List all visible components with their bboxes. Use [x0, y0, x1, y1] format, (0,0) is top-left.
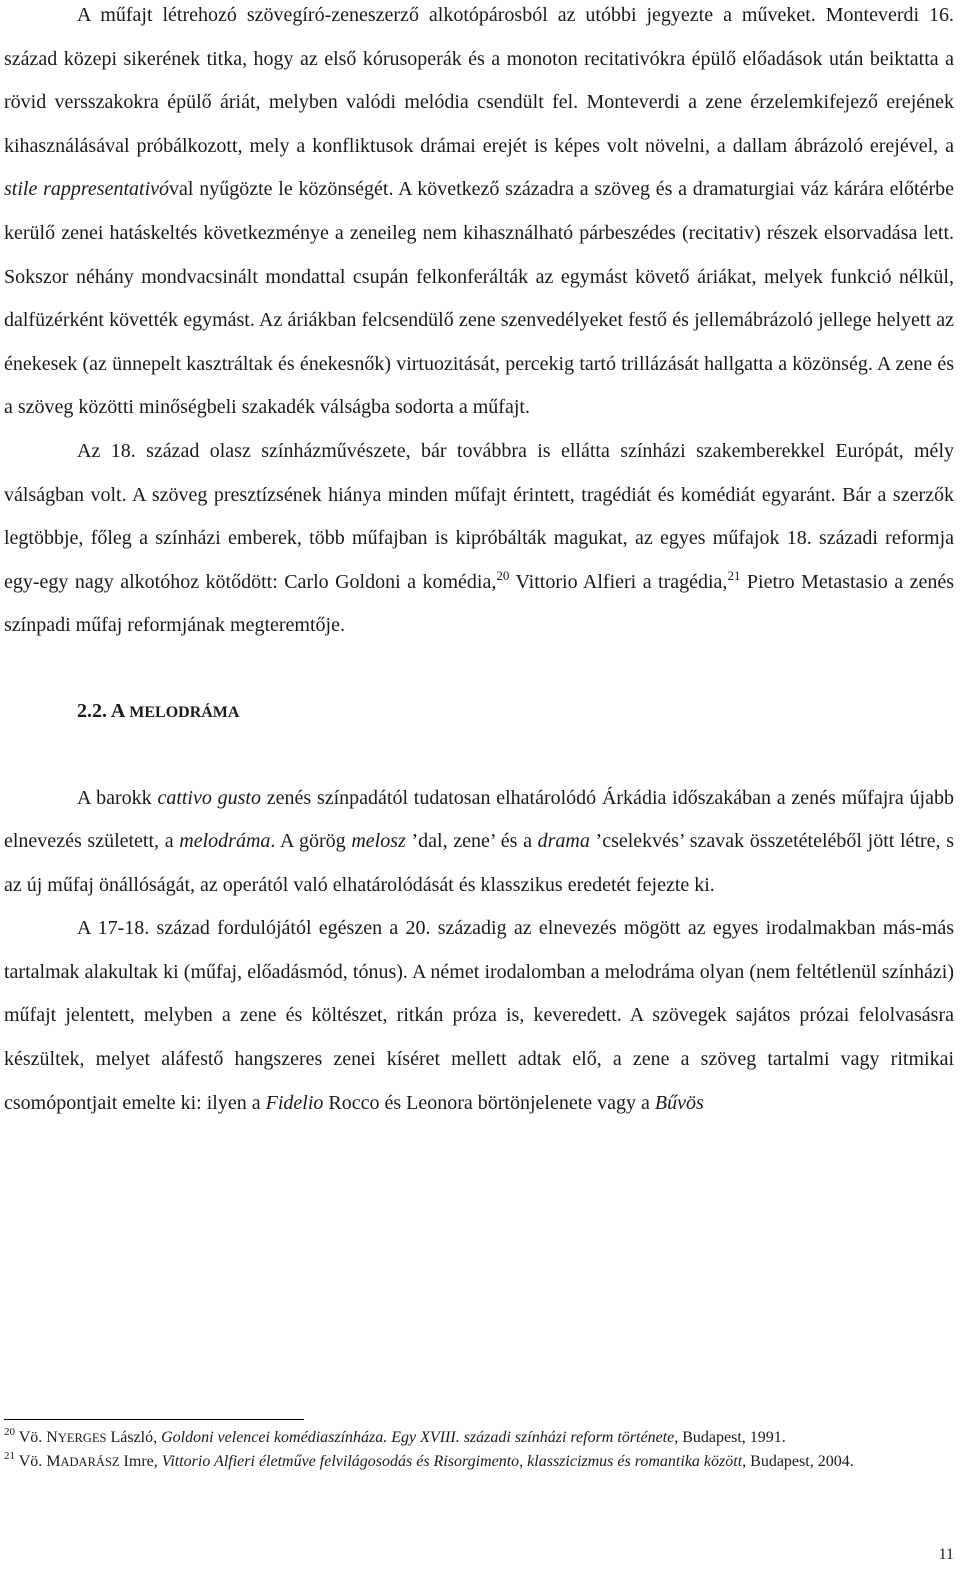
publication-info: , Budapest, 2004.: [742, 1453, 854, 1470]
paragraph-text: Rocco és Leonora börtönjelenete vagy a: [323, 1091, 655, 1114]
paragraph-text: ’cselekvés’ szavak összetételéből jött létre, s az új műfaj önállóságát, az operától való elhatárolódását és klasszikus eredetét fejezte ki.: [4, 830, 954, 896]
book-title: Vittorio Alfieri életműve felvilágosodás és Risorgimento, klasszicizmus és romantika között: [161, 1453, 743, 1470]
italic-term: melosz: [351, 830, 406, 853]
paragraph-text: ’dal, zene’ és a: [405, 830, 538, 853]
footnote-21: [4, 1450, 954, 1474]
author-surname: ADARÁSZ: [60, 1455, 120, 1469]
paragraph-text: A műfajt létrehozó szövegíró-zeneszerző alkotópárosból az utóbbi jegyezte a műveket. Monteverdi 16. század közepi sikerének titka, hogy az első kórusoperák és a monoton recitativókra épülő előadások után beiktatta a rövid versszakokra épülő áriát, melyben valódi melódia csendült fel. Monteverdi a zene érzelemkifejező erejének kihasználásával próbálkozott, mely a konfliktusok drámai erejét is képes volt növelni, a dallam ábrázoló erejével, a: [4, 4, 954, 157]
italic-term: melodráma: [179, 830, 271, 853]
italic-term: Fidelio: [265, 1091, 324, 1114]
footnote-20: [4, 1426, 954, 1450]
footnote-divider: [4, 1419, 304, 1420]
section-title-cap: A: [110, 699, 125, 722]
footnote-text: Vö.: [15, 1453, 47, 1470]
italic-term: drama: [537, 830, 590, 853]
italic-term: cattivo gusto: [157, 786, 261, 809]
paragraph-text: Pietro Metastasio a zenés színpadi műfaj reformjának megteremtője.: [4, 570, 954, 637]
italic-term: Bűvös: [654, 1091, 704, 1114]
section-title: MELODRÁMA: [129, 703, 240, 721]
book-title: Goldoni velencei komédiaszínháza. Egy XVIII. századi színházi reform története: [161, 1429, 675, 1446]
paragraph-text: A 17-18. század fordulójától egészen a 20. századig az elnevezés mögött az egyes irodalmakban más-más tartalmak alakultak ki (műfaj, előadásmód, tónus). A német irodalomban a melodráma olyan (nem feltétlenül színházi) műfajt jelentett, melyben a zene és költészet, ritkán próza is, keveredett. A szövegek sajátos prózai felolvasásra készültek, melyet aláfestő hangszeres zenei kíséret mellett adtak elő, a zene a szöveg tartalmi vagy ritmikai csomópontjait emelte ki: ilyen a: [4, 917, 954, 1114]
page-number: 11: [938, 1546, 954, 1563]
footnotes: [4, 1426, 954, 1474]
author-initial: M: [46, 1453, 61, 1470]
section-heading: [4, 690, 954, 735]
body-text: [4, 0, 954, 1125]
paragraph-melodrama-origin: [4, 777, 954, 908]
paragraph-18th-century: [4, 430, 954, 648]
paragraph-melodrama-meaning: [4, 907, 954, 1125]
paragraph-text: Vittorio Alfieri a tragédia,: [509, 570, 728, 593]
author-surname: YERGES: [57, 1431, 107, 1445]
footnote-text: Vö.: [15, 1429, 47, 1446]
author-initial: N: [46, 1429, 58, 1446]
italic-term: stile rappresentativó: [4, 178, 170, 201]
author-given-name: Imre,: [119, 1453, 162, 1470]
footnote-number: 20: [4, 1426, 15, 1438]
author-given-name: László,: [106, 1429, 162, 1446]
section-number: 2.2.: [77, 699, 107, 722]
paragraph-text: val nyűgözte le közönségét. A következő századra a szöveg és a dramaturgiai váz kárára előtérbe kerülő zenei hatáskeltés következménye a zeneileg nem kihasználható párbeszédes (recitativ) részek elsorvadása lett. Sokszor néhány mondvacsinált mondattal csupán felkonferálták az egymást követő áriákat, melyek funkció nélkül, dalfüzérként követték egymást. Az áriákban felcsendülő zene szenvedélyeket festő és jellemábrázoló jellege helyett az énekesek (az ünnepelt kasztráltak és énekesnők) virtuozitását, percekig tartó trillázását hallgatta a közönség. A zene és a szöveg közötti minőségbeli szakadék válságba sodorta a műfajt.: [4, 178, 954, 419]
paragraph-text: zenés színpadától tudatosan elhatárolódó Árkádia időszakában a zenés műfajra újabb elnevezés született, a: [4, 786, 954, 853]
footnote-ref-20[interactable]: 20: [496, 567, 510, 583]
paragraph-opera-history: [4, 0, 954, 430]
paragraph-text: A barokk: [77, 786, 158, 809]
paragraph-text: . A görög: [270, 830, 352, 853]
paragraph-text: Az 18. század olasz színházművészete, bár továbbra is ellátta színházi szakemberekkel Európát, mély válságban volt. A szöveg presztízsének hiánya minden műfajt érintett, tragédiát és komédiát egyaránt. Bár a szerzők legtöbbje, főleg a színházi emberek, több műfajban is kipróbálták magukat, az egyes műfajok 18. századi reformja egy-egy nagy alkotóhoz kötődött: Carlo Goldoni a komédia,: [4, 439, 954, 593]
footnote-ref-21[interactable]: 21: [727, 567, 741, 583]
footnote-number: 21: [4, 1450, 15, 1462]
publication-info: , Budapest, 1991.: [674, 1429, 786, 1446]
